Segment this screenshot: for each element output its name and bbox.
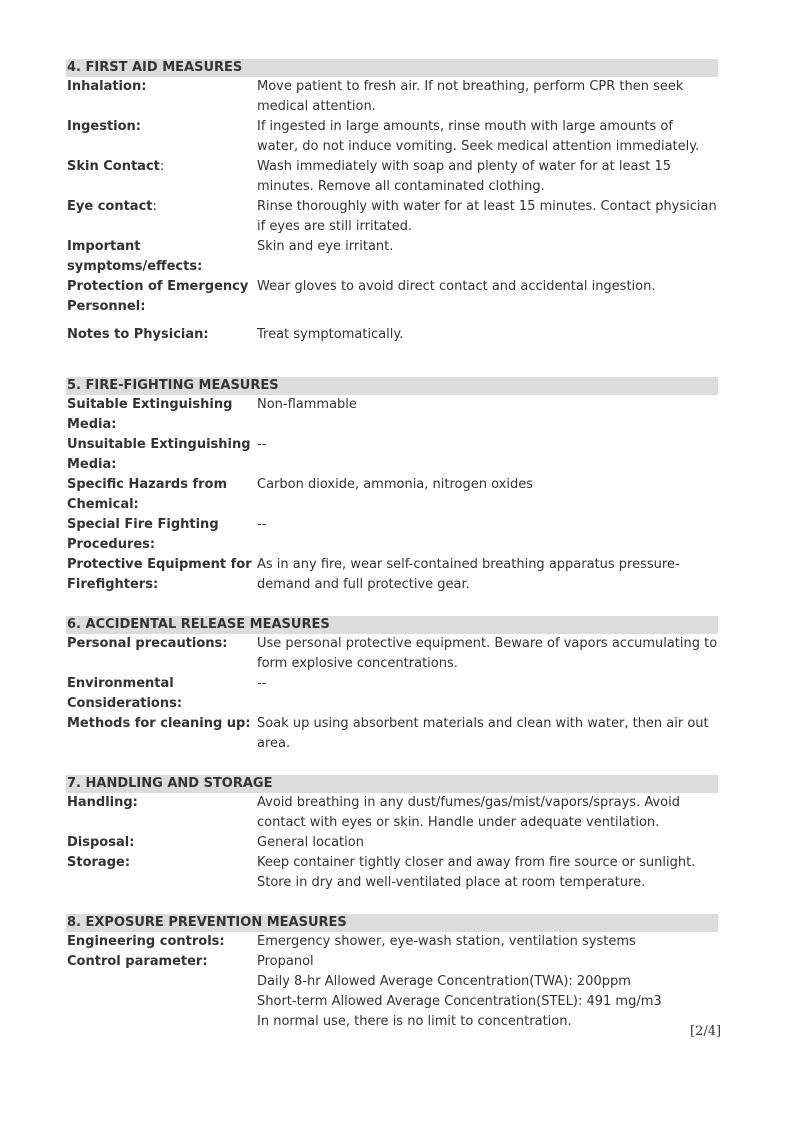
- row-eye-contact: [66, 197, 718, 237]
- row-value: --: [257, 676, 267, 691]
- label-text: Eye contact: [67, 199, 153, 214]
- row-value: Short-term Allowed Average Concentration(STEL): 491 mg/m3: [257, 994, 662, 1009]
- row-engineering-controls: [66, 932, 718, 952]
- label-colon: :: [159, 159, 165, 174]
- row-stel: [66, 992, 718, 1012]
- row-skin-contact: [66, 157, 718, 197]
- row-value: Propanol: [257, 954, 314, 969]
- row-label: Storage:: [67, 855, 131, 870]
- label-colon: :: [152, 199, 157, 214]
- section-title: 4. FIRST AID MEASURES: [66, 59, 718, 77]
- row-disposal: [66, 833, 718, 853]
- row-label: Suitable Extinguishing Media:: [67, 397, 233, 432]
- row-normal-use: [66, 1012, 718, 1032]
- row-label: [66, 992, 257, 1012]
- row-label: [66, 972, 257, 992]
- row-value: In normal use, there is no limit to concentration.: [257, 1014, 572, 1029]
- row-suitable-media: [66, 395, 718, 435]
- row-label: Specific Hazards from Chemical:: [67, 477, 228, 512]
- row-label: Control parameter:: [67, 954, 208, 969]
- row-value: Keep container tightly closer and away from fire source or sunlight. Store in dry and well-ventilated place at room temperature.: [257, 855, 696, 890]
- section-accidental-release: [66, 616, 718, 754]
- row-label: Engineering controls:: [67, 934, 225, 949]
- row-label: Handling:: [67, 795, 138, 810]
- row-symptoms: [66, 237, 718, 277]
- row-value: As in any fire, wear self-contained breathing apparatus pressure-demand and full protective gear.: [257, 557, 680, 592]
- row-label: Special Fire Fighting Procedures:: [67, 517, 219, 552]
- row-label: [66, 1012, 257, 1032]
- row-label: Ingestion:: [67, 119, 142, 134]
- row-value: Rinse thoroughly with water for at least 15 minutes. Contact physician if eyes are still irritated.: [257, 199, 717, 234]
- row-label: Protective Equipment for Firefighters:: [67, 557, 252, 592]
- row-value: Use personal protective equipment. Beware of vapors accumulating to form explosive concentrations.: [257, 636, 718, 671]
- row-label: Important symptoms/effects:: [67, 239, 203, 274]
- row-specific-hazards: [66, 475, 718, 515]
- row-label: Inhalation:: [67, 79, 147, 94]
- section-title: 8. EXPOSURE PREVENTION MEASURES: [66, 914, 718, 932]
- row-inhalation: [66, 77, 718, 117]
- spacer: [66, 360, 718, 377]
- section-handling-storage: [66, 775, 718, 893]
- label-text: Skin Contact: [67, 159, 160, 174]
- row-value: General location: [257, 835, 364, 850]
- row-label: [66, 157, 257, 197]
- row-environmental: [66, 674, 718, 714]
- row-value: Skin and eye irritant.: [257, 239, 394, 254]
- row-special-procedures: [66, 515, 718, 555]
- row-value: Avoid breathing in any dust/fumes/gas/mist/vapors/sprays. Avoid contact with eyes or skin. Handle under adequate ventilation.: [257, 795, 680, 830]
- row-label: Unsuitable Extinguishing Media:: [67, 437, 251, 472]
- row-label: [66, 197, 257, 237]
- row-unsuitable-media: [66, 435, 718, 475]
- row-ingestion: [66, 117, 718, 157]
- row-label: Methods for cleaning up:: [67, 716, 251, 731]
- row-protective-equipment: [66, 555, 718, 595]
- row-value: If ingested in large amounts, rinse mouth with large amounts of water, do not induce vomiting. Seek medical attention immediately.: [257, 119, 700, 154]
- section-title: 6. ACCIDENTAL RELEASE MEASURES: [66, 616, 718, 634]
- row-twa: [66, 972, 718, 992]
- row-value: --: [257, 517, 267, 532]
- row-personal-precautions: [66, 634, 718, 674]
- section-fire-fighting: [66, 377, 718, 595]
- document-body: [66, 59, 718, 1047]
- row-label: Notes to Physician:: [67, 327, 209, 342]
- row-label: Personal precautions:: [67, 636, 228, 651]
- row-value: Wear gloves to avoid direct contact and accidental ingestion.: [257, 279, 656, 294]
- row-control-parameter: [66, 952, 718, 972]
- spacer: [66, 317, 718, 325]
- section-first-aid: [66, 59, 718, 345]
- row-notes-physician: [66, 325, 718, 345]
- row-label: Disposal:: [67, 835, 135, 850]
- row-value: Move patient to fresh air. If not breathing, perform CPR then seek medical attention.: [257, 79, 684, 114]
- row-handling: [66, 793, 718, 833]
- row-value: Treat symptomatically.: [257, 327, 404, 342]
- row-value: Daily 8-hr Allowed Average Concentration(TWA): 200ppm: [257, 974, 631, 989]
- section-title: 5. FIRE-FIGHTING MEASURES: [66, 377, 718, 395]
- row-value: Non-flammable: [257, 397, 357, 412]
- page-number: [2/4]: [690, 1024, 722, 1039]
- row-cleaning-methods: [66, 714, 718, 754]
- section-exposure-prevention: [66, 914, 718, 1032]
- row-value: --: [257, 437, 267, 452]
- row-value: Soak up using absorbent materials and clean with water, then air out area.: [257, 716, 709, 751]
- row-storage: [66, 853, 718, 893]
- row-label: Environmental Considerations:: [67, 676, 183, 711]
- row-value: Emergency shower, eye-wash station, ventilation systems: [257, 934, 636, 949]
- row-label: Protection of Emergency Personnel:: [67, 279, 249, 314]
- row-protection-personnel: [66, 277, 718, 317]
- row-value: Carbon dioxide, ammonia, nitrogen oxides: [257, 477, 533, 492]
- row-value: Wash immediately with soap and plenty of water for at least 15 minutes. Remove all contaminated clothing.: [257, 159, 671, 194]
- section-title: 7. HANDLING AND STORAGE: [66, 775, 718, 793]
